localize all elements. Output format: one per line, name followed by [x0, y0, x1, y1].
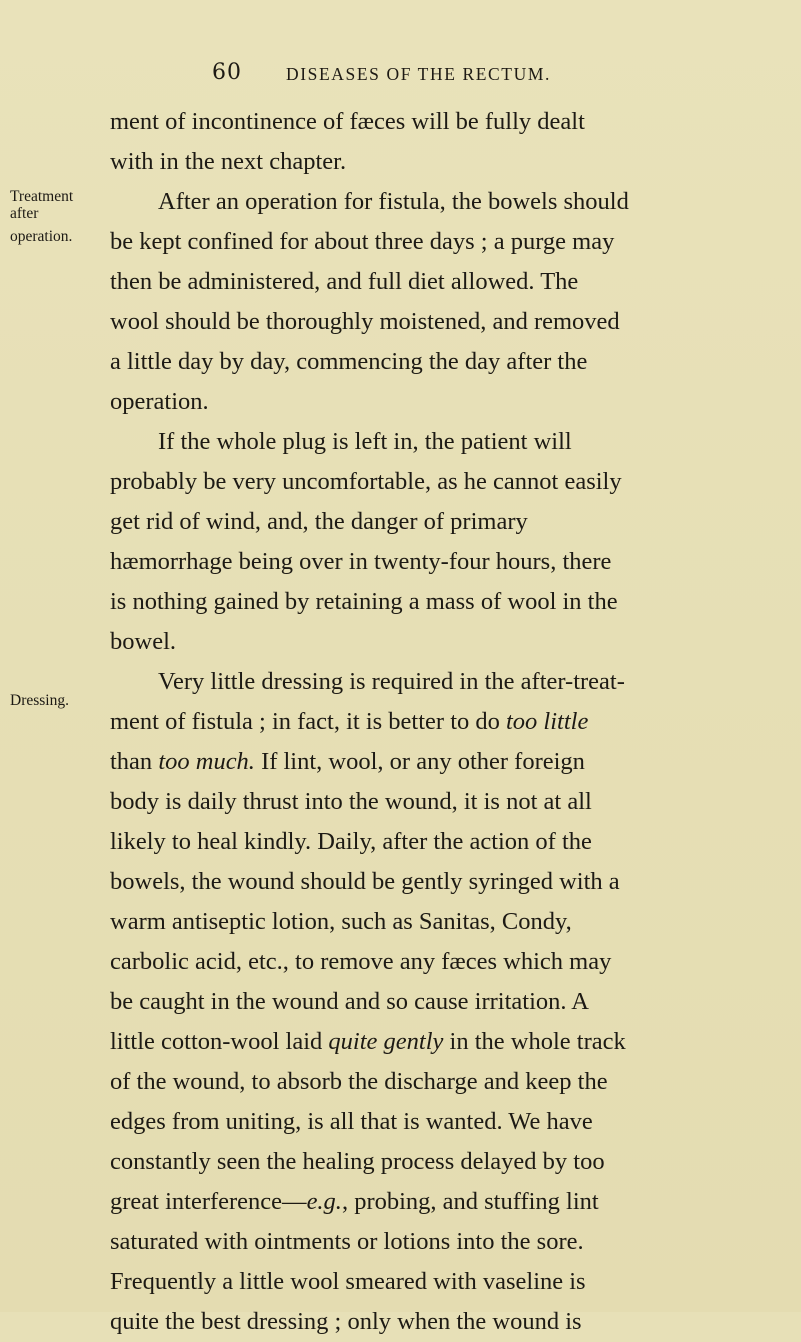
- italic-run: too little: [506, 708, 589, 735]
- text-line: a little day by day, commencing the day after the: [110, 348, 588, 375]
- text-run: than: [110, 748, 159, 775]
- margin-note-dressing: Dressing.: [10, 692, 69, 709]
- text-line: If the whole plug is left in, the patient will: [158, 428, 572, 455]
- text-line: [110, 1022, 800, 1062]
- text-line: be kept confined for about three days ; a purge may: [110, 228, 615, 255]
- text-line: is nothing gained by retaining a mass of wool in the: [110, 588, 618, 615]
- italic-run: e.g.: [306, 1188, 342, 1215]
- running-head: DISEASES OF THE RECTUM.: [286, 64, 551, 84]
- text-line: edges from uniting, is all that is wanted. We have: [110, 1108, 593, 1135]
- text-line: constantly seen the healing process delayed by too: [110, 1148, 605, 1175]
- italic-run: too much.: [158, 748, 255, 775]
- text-line: be caught in the wound and so cause irritation. A: [110, 988, 589, 1015]
- margin-note-treatment: [10, 188, 73, 245]
- text-line: bowel.: [110, 628, 176, 655]
- margin-note-line: after: [10, 205, 39, 222]
- text-line: [110, 702, 800, 742]
- body-text: [110, 102, 800, 1342]
- text-line: bowels, the wound should be gently syringed with a: [110, 868, 620, 895]
- text-run: little cotton-wool laid: [110, 1028, 329, 1055]
- text-line: carbolic acid, etc., to remove any fæces which may: [110, 948, 612, 975]
- text-line: probably be very uncomfortable, as he cannot easily: [110, 468, 622, 495]
- page-header: [0, 60, 801, 90]
- text-run: ment of fistula ; in fact, it is better to do: [110, 708, 506, 735]
- italic-run: quite gently: [328, 1028, 444, 1055]
- text-line: warm antiseptic lotion, such as Sanitas, Condy,: [110, 908, 572, 935]
- text-line: with in the next chapter.: [110, 148, 347, 175]
- margin-note-line: operation.: [10, 228, 73, 245]
- text-line: quite the best dressing ; only when the wound is: [110, 1308, 582, 1335]
- margin-note-line: Treatment: [10, 188, 74, 205]
- text-line: [110, 1182, 800, 1222]
- text-line: body is daily thrust into the wound, it is not at all: [110, 788, 592, 815]
- text-line: After an operation for fistula, the bowels should: [158, 188, 629, 215]
- text-run: If lint, wool, or any other foreign: [254, 748, 585, 775]
- text-line: get rid of wind, and, the danger of primary: [110, 508, 528, 535]
- text-line: likely to heal kindly. Daily, after the action of the: [110, 828, 592, 855]
- text-line: saturated with ointments or lotions into the sore.: [110, 1228, 584, 1255]
- text-run: in the whole track: [443, 1028, 626, 1055]
- text-run: great interference—: [110, 1188, 307, 1215]
- page-number: 60: [212, 60, 242, 85]
- text-line: operation.: [110, 388, 209, 415]
- text-line: Frequently a little wool smeared with vaseline is: [110, 1268, 586, 1295]
- text-run: , probing, and stuffing lint: [341, 1188, 599, 1215]
- text-line: Very little dressing is required in the after-treat-: [158, 668, 625, 695]
- text-line: of the wound, to absorb the discharge and keep the: [110, 1068, 608, 1095]
- text-line: hæmorrhage being over in twenty-four hours, there: [110, 548, 612, 575]
- text-line: [110, 742, 800, 782]
- text-line: wool should be thoroughly moistened, and removed: [110, 308, 620, 335]
- text-line: then be administered, and full diet allowed. The: [110, 268, 579, 295]
- text-line: ment of incontinence of fæces will be fully dealt: [110, 108, 585, 135]
